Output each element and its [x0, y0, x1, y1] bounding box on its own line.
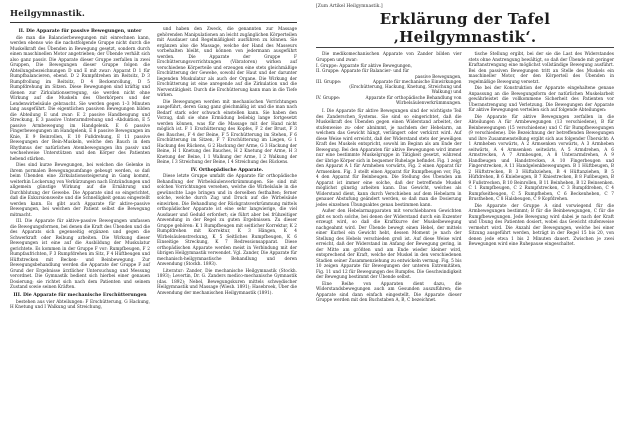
left-column-2 [157, 27, 297, 312]
paragraph: tische Stellung ergibt, bei der sie die Last des Widerstandes stets ohne Anstrengung bewältigt, so daß der Übende mit geringer Kraftanstrengung eine möglichst vollständige Bewegung ausführt. Bei den passiven Bewegungen tritt an Stelle des Muskels ein maschineller Motor, der den Körperteil des Übenden in regelmäßige Bewegung versetzt. [468, 52, 614, 85]
right-column-1 [316, 52, 462, 305]
group-legend [316, 64, 462, 106]
article-reference: [Zum Artikel Heilgymnastik.] [316, 4, 383, 9]
right-column-1-body [316, 109, 462, 304]
right-column-2 [469, 52, 615, 305]
title-rule [316, 47, 614, 48]
intro-paragraph: Die medikomechanischen Apparate von Zander bilden vier Gruppen und zwar: [316, 52, 462, 63]
paragraph: und haben den Zweck, die genannten zur Massage gehörenden Manipulationen an leicht zugänglichen Körperteilen mit Ausdauer und Regelmäßigkeit ausführen zu können. Sie ergänzen also die Massage, welche der Hand des Masseurs vorbehalten bleibt, und können von jedermann ausgeführt werden. Die Apparate der Gruppe F Erschütterungsvorrichtungen (Vibratoren) wirken auf verschiedene Körperteile und erzeugen eine stets gleichmäßige Erschütterung der Gewebe, sowohl der Haut und der darunter liegenden Muskulatur als auch der Organe. Die Wirkung der Erschütterung ist eine anregende auf die Zirkulation und die Nerventätigkeit. Durch die Erschütterung kann man in die Tiefe wirken. [157, 27, 297, 98]
left-page [0, 0, 305, 439]
paragraph: Die Apparate der Gruppe A sind vorwiegend für die Armbewegungen bestimmt; B für die Beinbewegungen, C für die Rumpfbewegungen. Jede Bewegung wird dabei je nach der Kraft und Übung des Patienten dosiert, wobei das Gewicht stufenweise vermehrt wird. Die Anzahl der Bewegungen, welche bei einer Sitzung ausgeführt werden, beträgt in der Regel 15 bis 20, von denen jede etwa 1 bis 2 Minuten dauert. Zwischen je zwei Bewegungen wird eine Ruhepause eingeschaltet. [468, 203, 614, 247]
right-page [310, 0, 620, 439]
paragraph: Die Apparate für aktive Bewegungen zerfallen in die Abteilungen A für Armbewegungen (13 verschiedene), B für Beinbewegungen (15 verschiedene) und C für Rumpfbewegungen (9 verschiedene). Die Bezeichnung der betreffenden Bewegungen und ihre Zusammenstellung ergibt sich aus folgender Übersicht: A 1 Armheben vorwärts, A 2 Armsenken vorwärts, A 3 Armheben seitwärts, A 4 Armsenken seitwärts, A 5 Armdrehen, A 6 Armstrecken, A 7 Armbeugen, A 8 Unterarmdrehen, A 9 Handbeugen und Handstrecken, A 10 Fingerbeugen und Fingerstrecken, A 11 Handgelenkbewegungen. B 1 Hüftbeugen, B 2 Hüftstrecken, B 3 Hüftabziehen, B 4 Hüftanziehen, B 5 Hüftdrehen, B 6 Kniebeugen, B 7 Kniestrecken, B 8 Fußbeugen, B 9 Fußstrecken, B 10 Beinrollen, B 11 Beinheben, B 12 Beinsenken. C 1 Rumpfbeugen, C 2 Rumpfstrecken, C 3 Rumpfdrehen, C 4 Rumpfseitbeugen, C 5 Rumpfheben, C 6 Beckenheben, C 7 Brustheben, C 8 Halsbeugen, C 9 Kopfdrehen. [468, 114, 614, 202]
legend-row [316, 80, 462, 96]
header-rule [10, 22, 297, 23]
legend-group-description: Apparate für mechanische Einwirkungen (Erschütterung, Hackung, Knetung, Streichung und Walkung) und [349, 79, 462, 96]
paragraph: Diese letzte Gruppe umfaßt die Apparate für orthopädische Behandlung der Wirbelsäulenverkrümmungen. Sie sind mit solchen Vorrichtungen versehen, welche die Wirbelsäule in die gewünschte Lage bringen und in derselben festhalten; ferner solche, welche durch Zug und Druck auf die Wirbelsäule einwirken. Die Behandlung der Rückgratsverkrümmung mittels orthopädischer Apparate ist eine sehr langwierige, die viel Ausdauer und Geduld erfordert; sie führt aber bei frühzeitiger Anwendung in der Regel zu guten Ergebnissen. Zu dieser Gruppe gehören: K 1 Rumpfbeugen mit seitlicher Korrektur, K 2 Rumpfdrehen mit Korrektur, K 3 Hängen, K 4 Wirbelsäulenstreckung, K 5 Seitliches Rumpfbeugen, K 6 Einseitige Streckung, K 7 Redressionsapparat. Diese orthopädischen Apparate werden meist in Verbindung mit der übrigen Heilgymnastik verwendet. Vgl. Zander, Die Apparate für mechanisch-heilgymnastische Behandlung und deren Anwendung (Stockh. 1893). [157, 174, 297, 268]
plate-title: Erklärung der Tafel ‚Heilgymnastik‘. [379, 10, 551, 46]
section-heading: IV. Orthopädische Apparate. [190, 167, 264, 173]
paragraph: Außer den Hebelarmapparaten mit verschiebbaren Gewichten gibt es noch solche, bei denen der Widerstand durch ein Exzenter erzeugt wird, so daß die Kraftkurve der Muskelbewegung nachgeahmt wird. Der Übende bewegt einen Hebel, der mittels einer Kurbel ein Gewicht hebt, dessen Moment je nach der Stellung des Hebels verschieden groß ist. Auf diese Weise wird erreicht, daß der Widerstand im Anfang der Bewegung gering, in der Mitte am größten und am Ende wieder kleiner wird, entsprechend der Kraft, welche der Muskel in den verschiedenen Stadien seiner Zusammenziehung zu entwickeln vermag. Fig. 5 bis 10 zeigen Apparate für Bewegungen der unteren Extremitäten, Fig. 11 und 12 für Bewegungen des Rumpfes. Die Geschwindigkeit der Bewegung bestimmt der Übende selbst. [316, 209, 462, 281]
legend-group-label: I. Gruppe: Apparate für aktive Bewegungen, [316, 64, 412, 69]
paragraph: I. Die Apparate für aktive Bewegungen sind der wichtigste Teil des Zanderschen Systems. Sie sind so eingerichtet, daß die Muskelkraft des Übenden gegen einen Widerstand arbeitet, der stufenweise zu- oder abnimmt, je nachdem der Hebelarm, an welchem das Gewicht hängt, verlängert oder verkürzt wird. Auf diese Weise wird erreicht, daß der Widerstand stets der jeweiligen Kraft des Muskels entspricht, sowohl im Beginn als am Ende der Bewegung. Bei den Apparaten für aktive Bewegungen wird immer nur eine bestimmte Muskelgruppe in Tätigkeit gesetzt, während der übrige Körper sich in bequemer Ruhelage befindet. Fig. 1 zeigt den Apparat A 1 für Armheben vorwärts, Fig. 2 einen Apparat für Armsenken. Fig. 3 stellt einen Apparat für Rumpfbeugen vor, Fig. 4 den Apparat für Beinbeugen. Die Stellung des Übenden am Apparat ist immer eine solche, daß der betreffende Muskel möglichst günstig arbeiten kann. Das Gewicht, welches als Widerstand dient, kann durch Verschieben auf dem Hebelarm in genauer Abstufung geändert werden, so daß man die Dosierung jedes einzelnen Übungsaktes genau bestimmen kann. [316, 109, 462, 208]
paragraph: bestehen aus vier Abteilungen: F Erschütterung, G Hackung, H Knetung und I Walkung und Streichung, [10, 299, 150, 311]
left-column-1 [10, 27, 150, 312]
paragraph: III. Die Apparate für aktive-passive Bewegungen umfassen die Bewegungsformen, bei denen die Kraft des Übenden und die des Apparats sich gegenseitig ergänzen und gegen die Schwerkraft oder Reibung arbeiten. Die Wirkung dieser Bewegungen ist eine auf die Ausbildung der Muskulatur gerichtete. Es kommen in der Gruppe F vor: Rumpfbeugen, F 2 Rumpfaufrichten, F 3 Rumpfdrehen im Sitz, F 4 Hüftbeugen und Hüftstrecken mit Becken- und Beinbewegung. Zur Bewegungsbehandlung werden die Apparate der Gruppe F auf Grund der Ergebnisse ärztlicher Untersuchung und Messung verordnet. Die Gymnastik bedient sich hierbei einer genauen Dosierung; sie richtet sich nach dem Patienten und seinem Zustand sowie seinen Kräften. [10, 219, 150, 291]
paragraph: Literatur: Zander, Die mechanische Heilgymnastik (Stockh. 1893); Levertin, Dr. G. Zanders medico-mechanische Gymnastik (das. 1892); Nebel, Bewegungskuren mittels schwedischer Heilgymnastik und Massage (Wiesb. 1891); Hasebroek, Über die Anwendung der mechanischen Heilgymnastik (1891). [157, 268, 297, 296]
running-head: Heilgymnastik. [10, 9, 86, 19]
legend-group-label: III. Gruppe: [316, 79, 342, 85]
paragraph: die man die Balancierbewegungen mit einrechnen kann, werden ebenso wie die nachstfolgende Gruppe nicht durch die Muskelkraft des Übenden in Bewegung gesetzt, sondern durch einen maschinellen Motor angetrieben; der Übende verhält sich also ganz passiv. Die Apparate dieser Gruppe zerfallen in zwei Gruppen, Die Bewegungen dieser Gruppe folgen die Abteilungsbezeichnungen D und E mit zwar: Apparat D 1 für Rumpfbalancieren, ebend. D 2 Rumpfdrehen im Reitsitz, D 3 Rumpfrollung im Reitsitz, D 4 Beckenrollung, D 5 Rumpfdrehung im Sitzen. Diese Bewegungen sind kräftig und dienen zur Zirkulationserregung, sie werden nicht ohne Wirkung auf die Muskeln des Oberkörpers und der Lendenwirbelsäule gebraucht. Sie werden gegen 1–3 Minuten lang ausgeführt. Die eigentlichen passiven Bewegungen bilden die Abteilung E und zwar: E 2 passive Handbeugung und Streckung, E 3 passive Unterarmdrehung und -Abduktion, E 5 passive Armbewegung im Handgelenk. E 6 passive Fingerbewegungen im Handgelenk, E 8 passive Bewegungen im Knie, E 9 Beinrollen, E 10 Fußdrehung, E 11 passive Bewegungen der Bein-Muskeln, welche den Bauch in dem Rhythmus der natürlichen Atembewegungen ihn passiv und wechselweise Unterstützen und den Körper des Patienten hebend stärken. [10, 35, 150, 162]
section-heading: II. Die Apparate für passive Bewegungen, unter [18, 29, 142, 34]
legend-group-description: passive Bewegungen, [414, 74, 462, 80]
legend-group-label: II. Gruppe: Apparate für Balancier- und für [316, 69, 410, 75]
paragraph: Die Bewegungen werden mit mechanischen Vorrichtungen ausgeführt, deren Gang ganz gleichmäßig ist und die man nach Bedarf stark oder schwach einstellen kann. Sie haben den Vorzug, daß sie ohne Ermüdung beliebig lange fortgesetzt werden können, was für die Massage mit der Hand nicht möglich ist. F 1 Erschütterung des Kopfes, F 2 der Brust, F 3 des Bauches, F 4 der Beine, F 5 Erschütterung im Stehen, F 6 Erschütterung im Sitzen, F 7 Erschütterung im Liegen, G 1 Hackung des Rückens, G 2 Hackung der Arme, G 3 Hackung der Beine, H 1 Knetung des Bauches, H 2 Knetung der Arme, H 3 Knetung der Beine, I 1 Walkung der Arme, I 2 Walkung der Beine, I 3 Streichung der Beine, I 4 Streichung des Rückens. [157, 99, 297, 165]
paragraph: Dies sind kurze Bewegungen, bei welchen die Gelenke in ihrem normalen Bewegungsumfange gebeugt werden, so daß beim Übenden eine Zirkulationssteigerung in Gang kommt, weiterhin Lockerung von Verkürzungen nach Entzündungen und allgemein günstige Wirkung auf die Ernährung und Durchblutung der Gewebe. Die Apparate sind so eingerichtet, daß die Exkursionsweite und die Schnelligkeit genau eingestellt werden kann. Es gibt auch Apparate für aktive-passive Bewegungen, bei welchen der Patient selbst die Bewegung mitmacht. [10, 163, 150, 218]
left-page-columns [10, 27, 297, 312]
paragraph: Die bei der Konstruktion der Apparate eingehaltene genaue Anpassung an die Bewegungsform der natürlichen Muskelarbeit gewährleistet die vollkommene Sicherheit des Patienten vor Überanstrengung und Verletzung. Die Bewegungen der Apparate für aktive Bewegungen verteilen sich auf folgende Abteilungen: [468, 86, 614, 113]
section-heading: III. Die Apparate für mechanische Erschütterungen [13, 292, 147, 298]
right-page-columns [316, 52, 614, 305]
legend-row [316, 96, 462, 107]
legend-group-label: IV. Gruppe: [316, 95, 341, 101]
legend-group-description: Apparate für orthopädische Behandlung von Wirbelsäulenverkrümmungen. [365, 95, 462, 107]
paragraph: Eine Reihe von Apparaten dient dazu, die Widerstandsbewegungen auch am Gesunden auszuführen; die Apparate sind dann einfach eingestellt. Die Apparate dieser Gruppe werden mit den Buchstaben A, B, C bezeichnet. [316, 281, 462, 304]
